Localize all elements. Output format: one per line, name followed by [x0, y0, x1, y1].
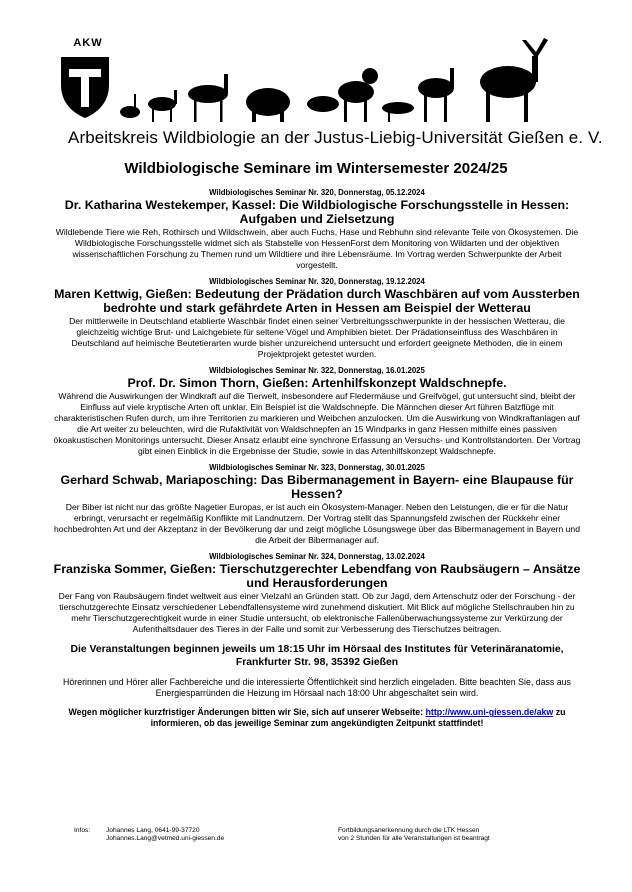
seminar-header: Wildbiologisches Seminar Nr. 324, Donnerstag, 13.02.2024: [209, 552, 425, 561]
contact-info: [106, 827, 224, 843]
seminar-item: [52, 552, 582, 635]
seminar-title: Franziska Sommer, Gießen: Tierschutzgerechter Lebendfang von Raubsäugern – Ansätze und Herausforderungen: [53, 562, 581, 590]
page-title: Wildbiologische Seminare im Wintersemester 2024/25: [124, 160, 508, 177]
seminar-header: Wildbiologisches Seminar Nr. 320, Donnerstag, 05.12.2024: [209, 188, 425, 197]
infos-label: Infos:: [74, 827, 91, 834]
invitation-text: Hörerinnen und Hörer aller Fachbereiche und die interessierte Öffentlichkeit sind herzlich eingeladen. Bitte beachten Sie, dass aus Energiesparründen die Heizung im Hörsaal nach 18:00 Uhr abgeschaltet sein wird.: [63, 677, 571, 698]
seminar-description: Der mittlerweile in Deutschland etablierte Waschbär findet einen seiner Verbreitungsschwerpunkte in der hessischen Wetterau, die gleichzeitig wichtige Brut- und Laichgebiete für seltene Vögel und Amphibien bietet. Der Prädationseinfluss des Waschbären in Deutschland auf heimische Beutetierarten wurde bisher unzureichend untersucht und erfordert geeignete Methoden, die in einem Projektprojekt getestet wurden.: [69, 316, 565, 359]
seminar-header: Wildbiologisches Seminar Nr. 323, Donnerstag, 30.01.2025: [209, 463, 425, 472]
cert-line-1: Fortbildungsanerkennung durch die LTK Hessen: [338, 827, 480, 834]
wildlife-silhouettes: [118, 38, 558, 124]
seminar-item: [52, 277, 582, 360]
cert-line-2: von 2 Stunden für alle Veranstaltungen ist beantragt: [338, 835, 490, 842]
seminar-title: Maren Kettwig, Gießen: Bedeutung der Prädation durch Waschbären auf vom Aussterben bedrohte und stark gefährdete Arten in Hessen am Beispiel der Wetterau: [54, 287, 580, 315]
organization-name: Arbeitskreis Wildbiologie an der Justus-Liebig-Universität Gießen e. V.: [68, 128, 603, 147]
seminar-title: Prof. Dr. Simon Thorn, Gießen: Artenhilfskonzept Waldschnepfe.: [127, 376, 507, 390]
seminar-title: Gerhard Schwab, Mariaposching: Das Bibermanagement in Bayern- eine Blaupause für Hessen?: [60, 473, 574, 501]
changes-notice: [52, 707, 582, 729]
letterhead: [0, 0, 632, 150]
seminar-description: Wildlebende Tiere wie Reh, Rothirsch und Wildschwein, aber auch Fuchs, Hase und Rebhuhn sind relevante Teile von Ökosystemen. Die Wildbiologische Forschungsstelle widmet sich als Stabstelle von HessenForst dem Monitoring von Wildarten und der objektiven wissenschaftlichen Forschung zu Themen rund um Wildtiere und ihre Lebensräume. Im Vortrag werden Schwerpunkte der Arbeit vorgestellt.: [55, 227, 579, 270]
seminar-item: [52, 463, 582, 546]
notice-text-after: zu informieren, ob das jeweilige Seminar zum angekündigten Zeitpunkt stattfindet!: [150, 707, 566, 728]
logo-akw-text: AKW: [73, 37, 103, 49]
akw-shield-logo: [59, 55, 111, 119]
seminar-header: Wildbiologisches Seminar Nr. 322, Donnerstag, 16.01.2025: [209, 366, 425, 375]
seminar-title: Dr. Katharina Westekemper, Kassel: Die Wildbiologische Forschungsstelle in Hessen: Aufgaben und Zielsetzung: [64, 198, 570, 226]
notice-text-before: Wegen möglicher kurzfristiger Änderungen bitten wir Sie, sich auf unserer Webseite:: [68, 707, 426, 717]
seminar-description: Der Biber ist nicht nur das größte Nagetier Europas, er ist auch ein Ökosystem-Manager. Neben den Leistungen, die er für die Natur erbringt, verursacht er regelmäßig Konflikte mit Landnutzern. Der Vortrag stellt das Spannungsfeld zwischen der Rückkehr einer hochbedrohten Art und der Akzeptanz in der Bevölkerung dar und zeigt mögliche Lösungswege über das Bibermanagement in Bayern und die Arbeit der Bibermanager auf.: [54, 502, 580, 545]
website-link[interactable]: http://www.uni-giessen.de/akw: [425, 707, 554, 717]
contact-email: Johannes.Lang@vetmed.uni-giessen.de: [106, 835, 225, 842]
seminar-list: [52, 188, 582, 729]
seminar-item: [52, 366, 582, 457]
seminar-description: Während die Auswirkungen der Windkraft auf die Tierwelt, insbesondere auf Fledermäuse und Greifvögel, gut untersucht sind, bleibt der Einfluss auf viele kryptische Arten oft unklar. Ein Beispiel ist die Waldschnepfe. Die Männchen dieser Art führen Balzflüge mit charakteristischen Rufen durch, um ihre Territorien zu markieren und Weibchen anzulocken. Um die Auswirkung von Windkraftanlagen auf die Art weiter zu beleuchten, wird die Rufaktivität von Waldschnepfen an 15 Windparks in ganz Hessen mithilfe eines passiven ökoakustischen Monitorings untersucht. Dieser Ansatz erlaubt eine synchrone Erfassung an Versuchs- und Kontrollstandorten. Der Vortrag gibt einen Einblick in die Ergebnisse der Studie, sowie in das Artenhilfskonzept Waldschnepfe.: [53, 391, 581, 456]
contact-phone: Johannes Lang, 0641-99-37720: [106, 827, 200, 834]
certification-info: [338, 827, 490, 843]
seminar-description: Der Fang von Raubsäugern findet weltweit aus einer Vielzahl an Gründen statt. Ob zur Jagd, dem Artenschutz oder der Forschung - der tierschutzgerechte Einsatz verschiedener Lebendfallensysteme wird zunehmend diskutiert. Mit Blick auf mögliche Stellschrauben hin zu mehr Tierschutzgerechtigkeit wurde in einer Studie untersucht, ob elektronische Fallenüberwachungssysteme zur Verkürzung der Aufenthaltsdauer des Tieres in der Falle und somit zur Verbesserung des Tierschutzes beitragen.: [58, 591, 576, 634]
venue-info: Die Veranstaltungen beginnen jeweils um 18:15 Uhr im Hörsaal des Institutes für Veterinäranatomie, Frankfurter Str. 98, 35392 Gießen: [70, 644, 564, 668]
seminar-header: Wildbiologisches Seminar Nr. 320, Donnerstag, 19.12.2024: [209, 277, 425, 286]
seminar-item: [52, 188, 582, 271]
